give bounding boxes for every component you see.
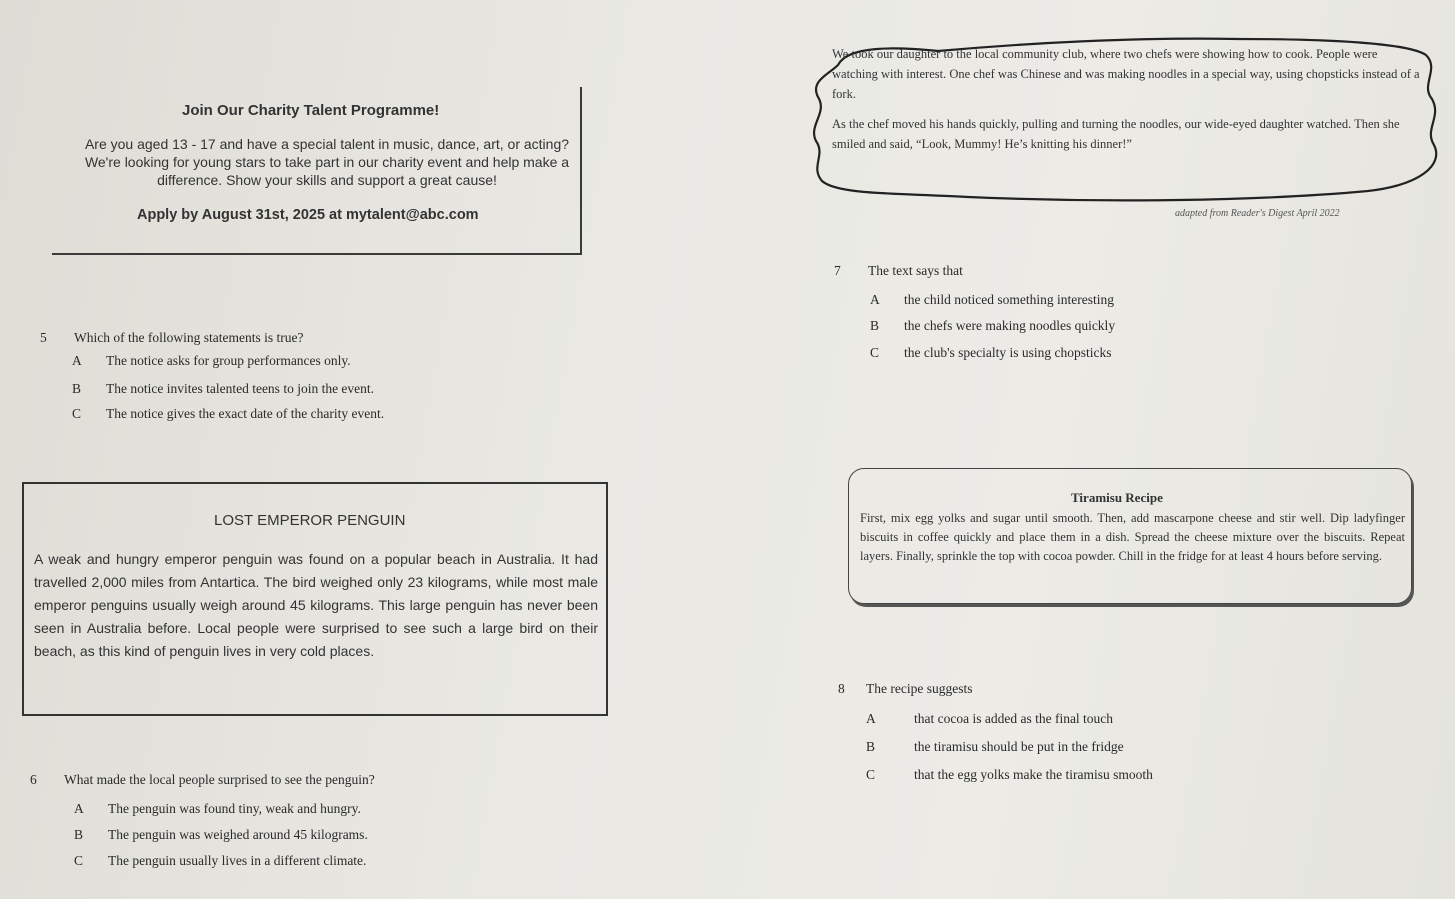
option-letter: B bbox=[866, 739, 876, 754]
penguin-title: LOST EMPEROR PENGUIN bbox=[214, 512, 406, 529]
penguin-notice bbox=[22, 482, 608, 716]
question-6-option-b bbox=[74, 827, 368, 843]
option-letter: C bbox=[866, 767, 876, 782]
question-8-option-c bbox=[866, 767, 1153, 783]
question-5-option-b bbox=[72, 381, 374, 397]
question-5-stem bbox=[40, 330, 303, 346]
option-letter: A bbox=[870, 292, 880, 307]
option-text: the club's specialty is using chopsticks bbox=[904, 345, 1112, 360]
option-text: The notice asks for group performances only. bbox=[106, 353, 351, 368]
question-7-option-a bbox=[870, 292, 1114, 308]
option-text: The penguin usually lives in a different climate. bbox=[108, 853, 367, 868]
option-letter: A bbox=[72, 353, 82, 368]
option-letter: C bbox=[72, 406, 82, 421]
option-text: that the egg yolks make the tiramisu smooth bbox=[914, 767, 1153, 782]
question-7-option-b bbox=[870, 318, 1115, 334]
charity-title: Join Our Charity Talent Programme! bbox=[182, 102, 440, 119]
question-6-option-a bbox=[74, 801, 361, 817]
option-letter: C bbox=[870, 345, 880, 360]
option-text: the chefs were making noodles quickly bbox=[904, 318, 1116, 333]
option-text: the tiramisu should be put in the fridge bbox=[914, 739, 1124, 754]
option-letter: B bbox=[74, 827, 84, 842]
charity-notice bbox=[52, 87, 582, 255]
option-letter: B bbox=[870, 318, 880, 333]
question-7-stem bbox=[834, 263, 963, 279]
tiramisu-title: Tiramisu Recipe bbox=[1071, 490, 1163, 505]
charity-body: Are you aged 13 - 17 and have a special talent in music, dance, art, or acting? We're looking for young stars to take part in our charity event and help make a difference. Show your skills and support a great cause! bbox=[84, 136, 570, 188]
question-8-option-b bbox=[866, 739, 1124, 755]
question-7-text: The text says that bbox=[868, 263, 963, 278]
question-5-number: 5 bbox=[40, 330, 47, 345]
tiramisu-recipe-box bbox=[848, 468, 1412, 604]
option-text: that cocoa is added as the final touch bbox=[914, 711, 1114, 726]
option-letter: B bbox=[72, 381, 82, 396]
question-6-number: 6 bbox=[30, 772, 37, 787]
question-8-stem bbox=[838, 681, 972, 697]
story-source: adapted from Reader's Digest April 2022 bbox=[1175, 208, 1340, 219]
option-text: The penguin was found tiny, weak and hungry. bbox=[108, 801, 361, 816]
option-letter: A bbox=[866, 711, 876, 726]
question-5-option-c bbox=[72, 406, 384, 422]
question-7-number: 7 bbox=[834, 263, 841, 278]
option-text: The notice invites talented teens to join the event. bbox=[106, 381, 375, 396]
charity-apply: Apply by August 31st, 2025 at mytalent@abc.com bbox=[137, 207, 479, 223]
option-text: The penguin was weighed around 45 kilograms. bbox=[108, 827, 368, 842]
question-5-option-a bbox=[72, 353, 351, 369]
option-text: the child noticed something interesting bbox=[904, 292, 1114, 307]
question-6-stem bbox=[30, 772, 375, 788]
option-letter: C bbox=[74, 853, 84, 868]
option-text: The notice gives the exact date of the charity event. bbox=[106, 406, 385, 421]
story-text bbox=[832, 44, 1422, 154]
question-6-text: What made the local people surprised to see the penguin? bbox=[64, 772, 375, 787]
story-paragraph-2: As the chef moved his hands quickly, pulling and turning the noodles, our wide-eyed daughter watched. Then she smiled and said, “Look, Mummy! He’s knitting his dinner!” bbox=[832, 117, 1400, 151]
question-6-option-c bbox=[74, 853, 366, 869]
question-8-option-a bbox=[866, 711, 1113, 727]
penguin-body: A weak and hungry emperor penguin was found on a popular beach in Australia. It had travelled 2,000 miles from Antartica. The bird weighed only 23 kilograms, while most male emperor penguins usually weigh around 45 kilograms. This large penguin has never been seen in Australia before. Local people were surprised to see such a large bird on their beach, as this kind of penguin lives in very cold places. bbox=[34, 551, 598, 659]
question-8-text: The recipe suggests bbox=[866, 681, 973, 696]
story-paragraph-1: We took our daughter to the local community club, where two chefs were showing how to cook. People were watching with interest. One chef was Chinese and was making noodles in a special way, using chopsticks instead of a fork. bbox=[832, 47, 1420, 101]
tiramisu-body: First, mix egg yolks and sugar until smooth. Then, add mascarpone cheese and stir well. Dip ladyfinger biscuits in coffee quickly and place them in a dish. Spread the cheese mixture over the biscuits. Repeat layers. Finally, sprinkle the top with cocoa powder. Chill in the fridge for at least 4 hours before serving. bbox=[860, 511, 1405, 563]
question-5-text: Which of the following statements is true? bbox=[74, 330, 304, 345]
option-letter: A bbox=[74, 801, 84, 816]
question-7-option-c bbox=[870, 345, 1112, 361]
question-8-number: 8 bbox=[838, 681, 845, 696]
